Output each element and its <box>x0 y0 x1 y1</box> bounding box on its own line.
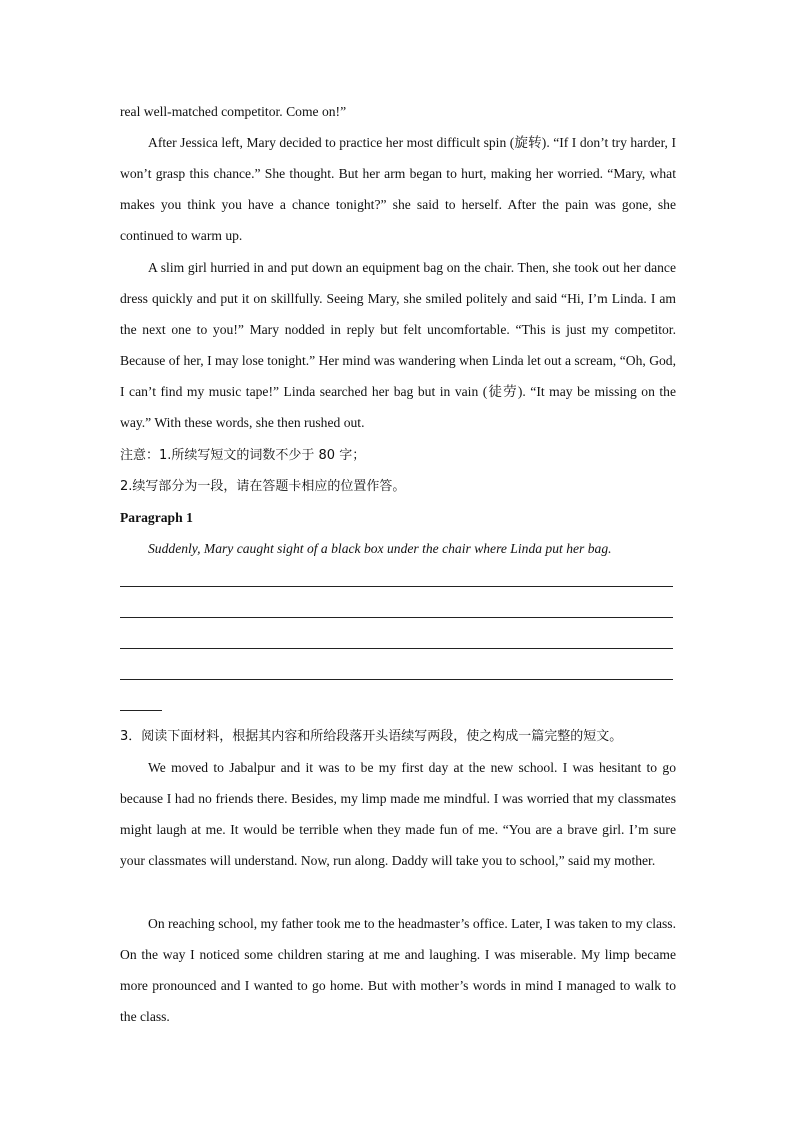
note-one-paragraph: 2.续写部分为一段，请在答题卡相应的位置作答。 <box>120 479 406 494</box>
writing-line <box>120 679 673 680</box>
note-word-count: 注意：1.所续写短文的词数不少于 80 字； <box>120 448 366 463</box>
passage-paragraph-school: On reaching school, my father took me to the headmaster’s office. Later, I was taken to my class. On the way I noticed some children staring at me and laughing. I was miserable. My limp became more pronounced and I wanted to go home. But with mother’s words in mind I managed to walk to the class. <box>120 916 676 1024</box>
passage-paragraph-spin: After Jessica left, Mary decided to practice her most difficult spin (旋转). “If I don’t try harder, I won’t grasp this chance.” She thought. But her arm began to hurt, making her worried. “Mary, what makes you think you have a chance tonight?” she said to herself. After the pain was gone, she continued to warm up. <box>120 135 676 243</box>
passage-paragraph-linda: A slim girl hurried in and put down an equipment bag on the chair. Then, she took out her dance dress quickly and put it on skillfully. Seeing Mary, she smiled politely and said “Hi, I’m Linda. I am the next one to you!” Mary nodded in reply but felt uncomfortable. “This is just my competitor. Because of her, I may lose tonight.” Her mind was wandering when Linda let out a scream, “Oh, God, I can’t find my music tape!” Linda searched her bag but in vain (徒劳). “It may be missing on the way.” With these words, she then rushed out. <box>120 260 676 430</box>
paragraph-opening-sentence: Suddenly, Mary caught sight of a black box under the chair where Linda put her bag. <box>148 541 612 556</box>
writing-line <box>120 586 673 587</box>
writing-line <box>120 617 673 618</box>
writing-line-end <box>120 710 162 711</box>
writing-line <box>120 648 673 649</box>
paragraph-heading: Paragraph 1 <box>120 510 193 525</box>
question-3-instruction: 3．阅读下面材料，根据其内容和所给段落开头语续写两段，使之构成一篇完整的短文。 <box>120 729 623 744</box>
passage-paragraph-jabalpur: We moved to Jabalpur and it was to be my first day at the new school. I was hesitant to go because I had no friends there. Besides, my limp made me mindful. I was worried that my classmates might laugh at me. It would be terrible when they made fun of me. “You are a brave girl. I’m sure your classmates will understand. Now, run along. Daddy will take you to school,” said my mother. <box>120 760 676 868</box>
passage-line-continuation: real well-matched competitor. Come on!” <box>120 104 347 119</box>
